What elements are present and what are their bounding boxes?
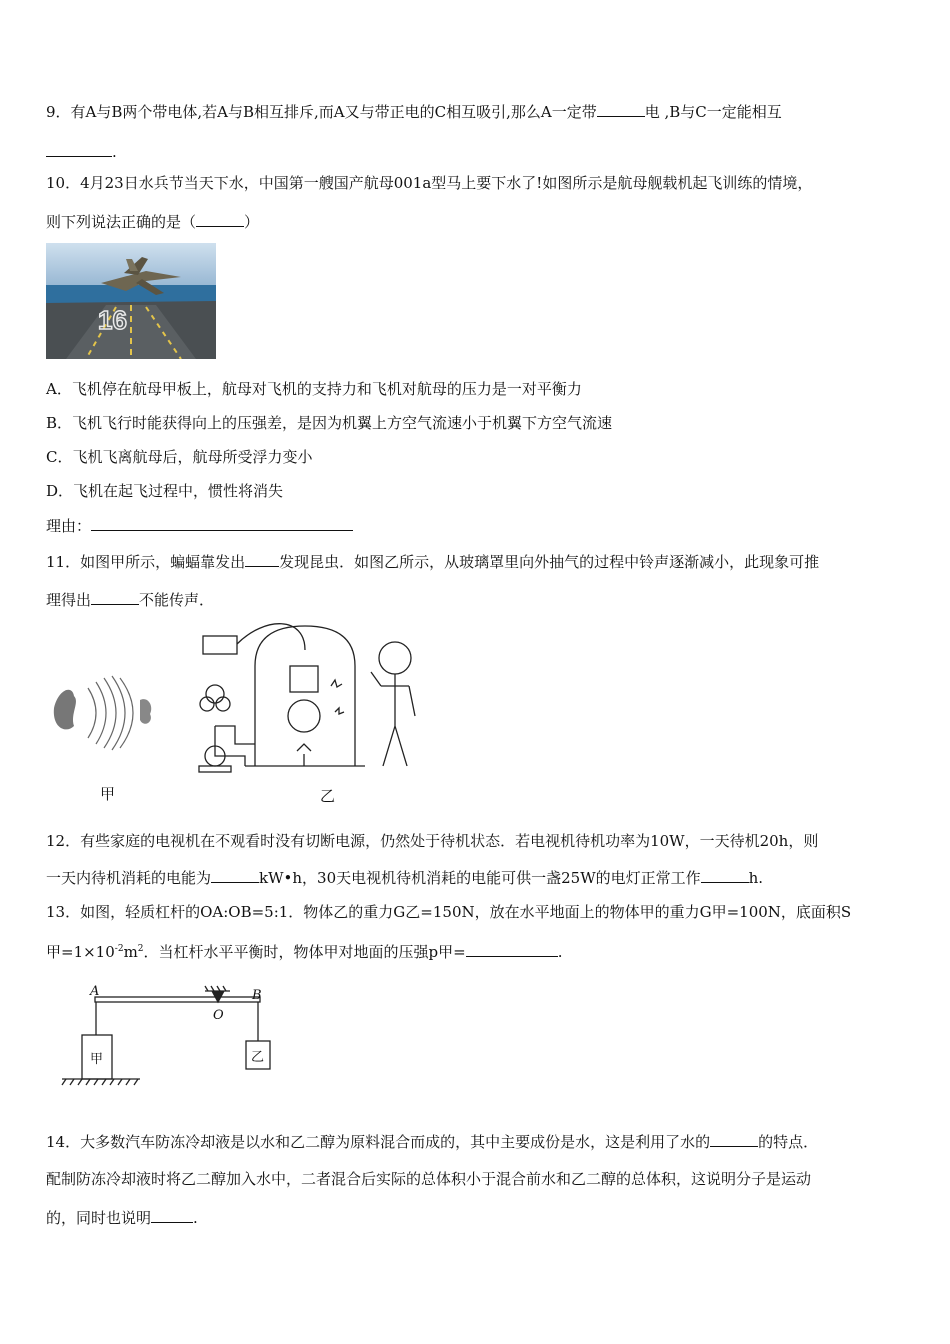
q14-line3: 的，同时也说明 .	[46, 1206, 910, 1229]
answer-blank[interactable]	[151, 1206, 193, 1223]
q10-line2: 则下列说法正确的是（ ）	[46, 210, 910, 233]
answer-blank[interactable]	[46, 140, 112, 157]
q9-line1: 9．有A与B两个带电体,若A与B相互排斥,而A又与带正电的C相互吸引,那么A一定带 电 ,B与C一定能相互	[46, 100, 910, 123]
answer-blank[interactable]	[466, 940, 558, 957]
answer-blank[interactable]	[245, 550, 279, 567]
q12-line2: 一天内待机消耗的电能为 kW•h，30天电视机待机消耗的电能可供一盏25W的电灯正常工作 h.	[46, 866, 910, 889]
sound-wave-icon	[88, 676, 133, 750]
answer-blank[interactable]	[597, 100, 645, 117]
label-o: O	[213, 1008, 224, 1023]
deck-number: 16	[98, 305, 127, 335]
q10-option-b[interactable]: B．飞机飞行时能获得向上的压强差，是因为机翼上方空气流速小于机翼下方空气流速	[46, 414, 613, 432]
answer-blank[interactable]	[196, 210, 244, 227]
boy-head-icon	[379, 642, 411, 674]
answer-blank[interactable]	[701, 866, 749, 883]
insect-icon	[140, 699, 151, 724]
q9-line2: .	[46, 140, 910, 163]
q10-option-d[interactable]: D．飞机在起飞过程中，惯性将消失	[46, 482, 284, 500]
caption-jia: 甲	[100, 785, 116, 803]
q10-option-a[interactable]: A．飞机停在航母甲板上，航母对飞机的支持力和飞机对航母的压力是一对平衡力	[46, 380, 582, 398]
q14-line1: 14．大多数汽车防冻冷却液是以水和乙二醇为原料混合而成的，其中主要成份是水，这是利用了水的 的特点．	[46, 1130, 910, 1153]
q13-line1: 13．如图，轻质杠杆的OA:OB=5:1．物体乙的重力G乙=150N，放在水平地面上的物体甲的重力G甲=100N，底面积S	[46, 903, 852, 921]
q12-line1: 12．有些家庭的电视机在不观看时没有切断电源，仍然处于待机状态．若电视机待机功率为10W，一天待机20h，则	[46, 832, 819, 850]
q11-line1: 11．如图甲所示，蝙蝠靠发出 发现昆虫．如图乙所示，从玻璃罩里向外抽气的过程中铃声逐渐减小，此现象可推	[46, 550, 910, 573]
q13-line2: 甲$=1\times 10^{-2}m^2$．当杠杆水平平衡时，物体甲对地面的压强p甲= .	[46, 938, 910, 963]
battery-icon	[203, 636, 237, 654]
bell-icon	[288, 700, 320, 732]
bat-ultrasound-figure	[44, 668, 159, 758]
label-a: A	[90, 985, 100, 999]
q14-line2: 配制防冻冷却液时将乙二醇加入水中，二者混合后实际的总体积小于混合前水和乙二醇的总体积，这说明分子是运动	[46, 1170, 812, 1188]
q10-option-c[interactable]: C．飞机飞离航母后，航母所受浮力变小	[46, 448, 313, 466]
bell-mechanism-icon	[290, 666, 318, 692]
aircraft-carrier-photo	[46, 243, 216, 359]
q10-line1: 10．4月23日水兵节当天下水，中国第一艘国产航母001a型马上要下水了!如图所示是航母舰载机起飞训练的情境，	[46, 174, 813, 192]
q10-reason: 理由：	[46, 514, 910, 537]
label-b: B	[252, 988, 262, 1003]
answer-blank[interactable]	[710, 1130, 758, 1147]
label-yi: 乙	[251, 1050, 265, 1065]
label-jia: 甲	[90, 1052, 104, 1067]
q11-line2: 理得出 不能传声．	[46, 588, 910, 611]
reason-blank[interactable]	[91, 514, 353, 531]
lever-bar	[95, 997, 260, 1002]
answer-blank[interactable]	[211, 866, 259, 883]
caption-yi: 乙	[320, 787, 336, 805]
answer-blank[interactable]	[91, 588, 139, 605]
lever-figure	[60, 985, 280, 1090]
bell-jar-figure	[185, 616, 440, 778]
